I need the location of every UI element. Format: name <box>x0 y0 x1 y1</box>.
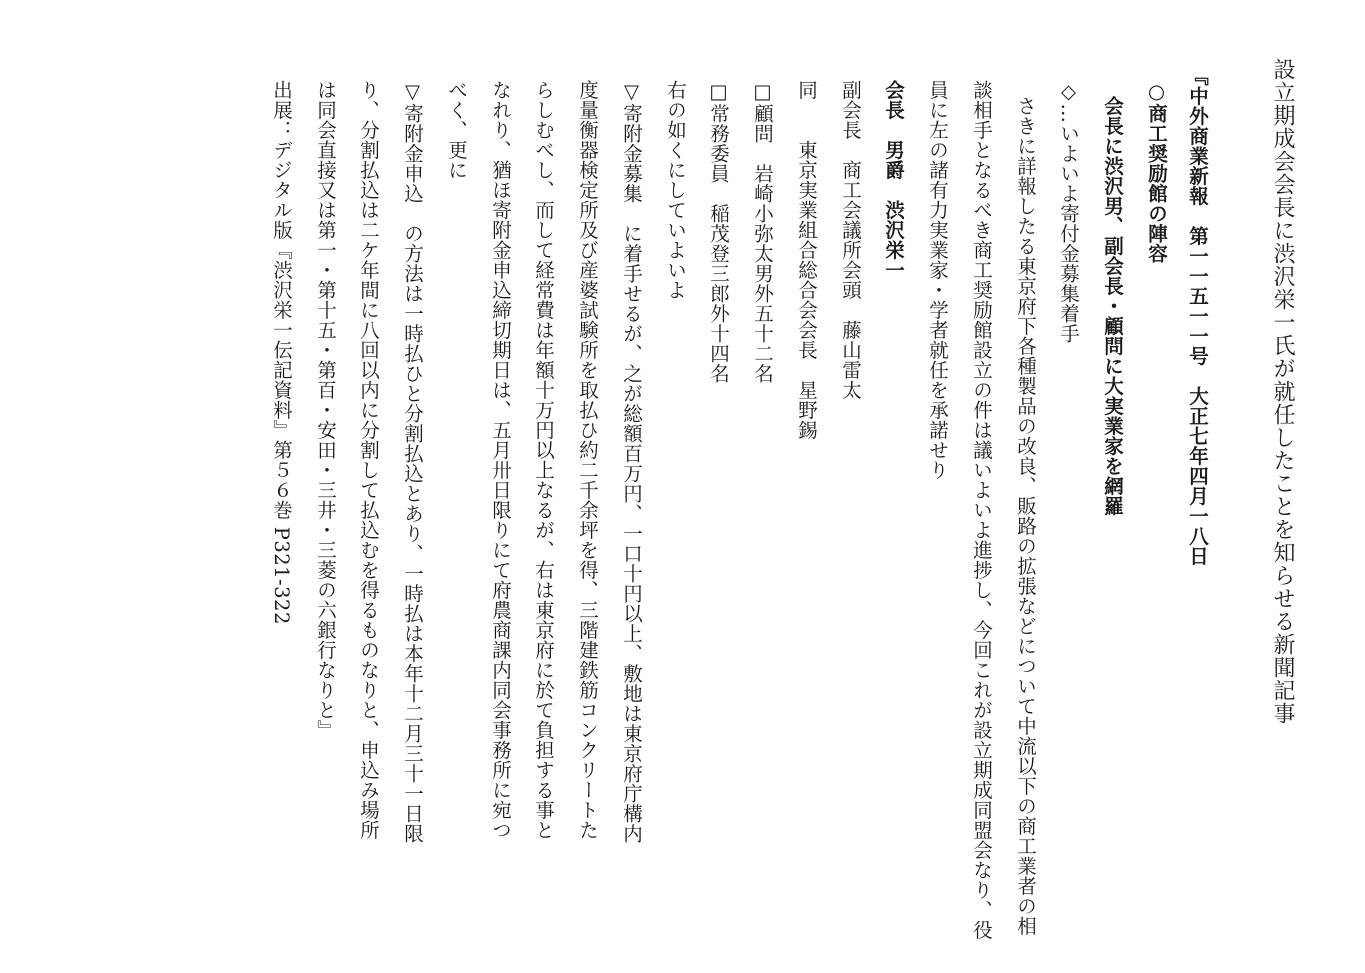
paragraph-line: 員に左の諸有力実業家・学者就任を承諾せり <box>926 80 949 480</box>
officer-line: 副会長 商工会議所会頭 藤山雷太 <box>839 80 862 400</box>
paragraph-line: り、分割払込は二ケ年間に八回以内に分割して払込むを得るものなりと、申込み場所 <box>357 80 380 840</box>
paragraph-line: さきに詳報したる東京府下各種製品の改良、販路の拡張などについて中流以下の商工業者の相 <box>1014 96 1037 936</box>
section-heading: ○商工奨励館の陣容 <box>1145 80 1168 264</box>
officer-line: □顧問 岩崎小弥太男外五十二名 <box>751 80 774 384</box>
paragraph-line: なれり、猶ほ寄附金申込締切期日は、五月卅日限りにて府農商課内同会事務所に宛つ <box>489 80 512 840</box>
paragraph-line: べく、更に <box>445 80 468 180</box>
paragraph-line: ▽寄附金申込 の方法は一時払ひと分割払込とあり、一時払は本年十二月三十一日限 <box>401 80 424 844</box>
paragraph-line: は同会直接又は第一・第十五・第百・安田・三井・三菱の六銀行なりと』 <box>314 80 337 740</box>
paragraph-line: らしむべし、而して経常費は年額十万円以上なるが、右は東京府に於て負担する事と <box>532 80 555 840</box>
article-subheadline: ◇…いよいよ寄付金募集着手 <box>1057 80 1080 344</box>
article-headline: 会長に渋沢男、副会長・顧問に大実業家を網羅 <box>1101 96 1124 516</box>
paragraph-line: 談相手となるべき商工奨励館設立の件は議いよいよ進捗し、今回これが設立期成同盟会なり、役 <box>970 80 993 940</box>
officer-line: 同 東京実業組合総合会会長 星野錫 <box>795 80 818 440</box>
officer-line: 会長 男爵 渋沢栄一 <box>882 80 905 280</box>
newspaper-source-line: 『中外商業新報 第一一五一一号 大正七年四月一八日 <box>1186 66 1209 566</box>
paragraph-line: 右の如くにしていよいよ <box>664 80 687 300</box>
paragraph-line: ▽寄附金募集 に着手せるが、之が総額百万円、一口十円以上、敷地は東京府庁構内 <box>620 80 643 844</box>
officer-line: □常務委員 稲茂登三郎外十四名 <box>707 80 730 384</box>
paragraph-line: 度量衡器検定所及び産婆試験所を取払ひ約二千余坪を得、三階建鉄筋コンクリートた <box>576 80 599 840</box>
citation: 出展：デジタル版『渋沢栄一伝記資料』第５６巻 P321-322 <box>270 80 293 625</box>
document-title: 設立期成会会長に渋沢栄一氏が就任したことを知らせる新聞記事 <box>1270 58 1295 725</box>
